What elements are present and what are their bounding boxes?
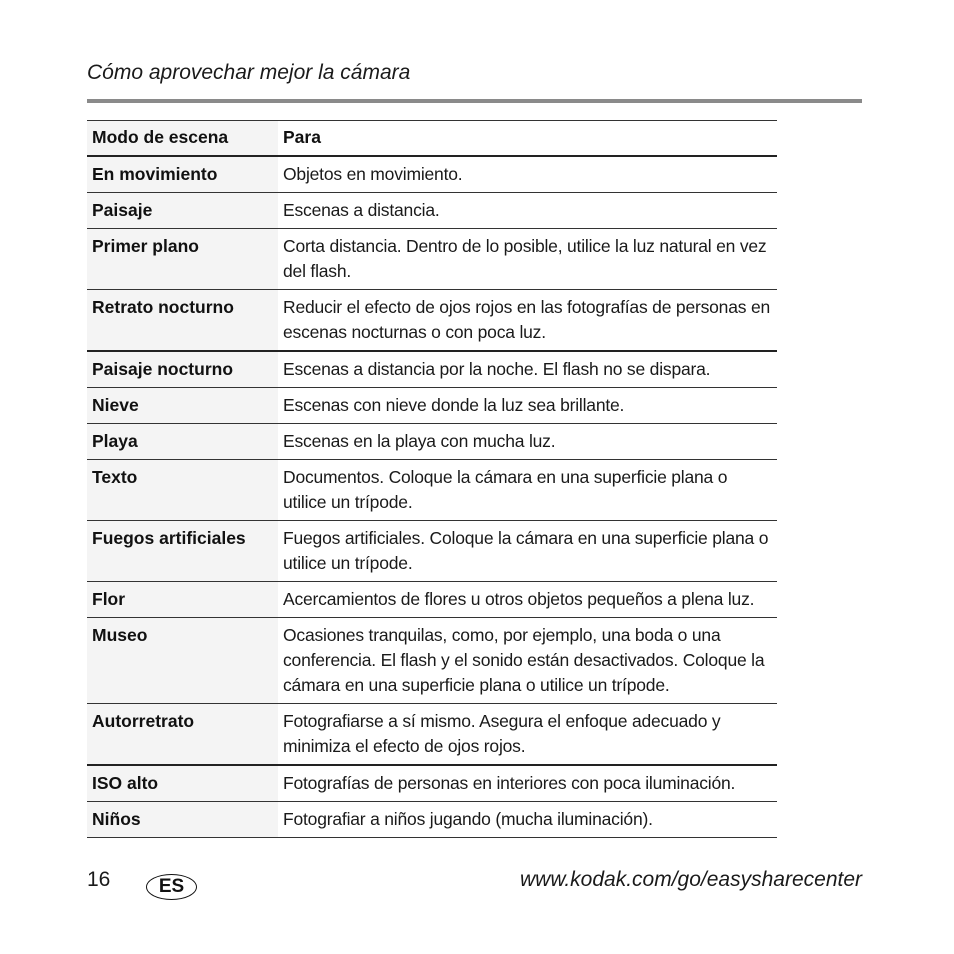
scene-mode-name: Flor <box>87 582 278 618</box>
table-header-row <box>87 121 777 157</box>
scene-mode-description: Fotografías de personas en interiores con poca iluminación. <box>278 765 777 802</box>
scene-mode-description: Escenas en la playa con mucha luz. <box>278 424 777 460</box>
scene-mode-description: Escenas a distancia. <box>278 193 777 229</box>
footer-url: www.kodak.com/go/easysharecenter <box>520 868 862 891</box>
table-row <box>87 193 777 229</box>
table-row <box>87 582 777 618</box>
table-row <box>87 388 777 424</box>
scene-mode-name: Fuegos artificiales <box>87 521 278 582</box>
page-header-title: Cómo aprovechar mejor la cámara <box>87 61 411 84</box>
table-row <box>87 229 777 290</box>
scene-mode-name: Retrato nocturno <box>87 290 278 352</box>
table-row <box>87 618 777 704</box>
scene-mode-name: Nieve <box>87 388 278 424</box>
scene-mode-description: Documentos. Coloque la cámara en una superficie plana o utilice un trípode. <box>278 460 777 521</box>
table-row <box>87 521 777 582</box>
scene-mode-name: Autorretrato <box>87 704 278 766</box>
scene-mode-name: Paisaje <box>87 193 278 229</box>
column-header-purpose: Para <box>278 121 777 157</box>
scene-mode-description: Escenas con nieve donde la luz sea brillante. <box>278 388 777 424</box>
scene-mode-table <box>87 120 777 838</box>
table-row <box>87 290 777 352</box>
scene-mode-description: Objetos en movimiento. <box>278 156 777 193</box>
scene-mode-description: Escenas a distancia por la noche. El flash no se dispara. <box>278 351 777 388</box>
table-row <box>87 351 777 388</box>
scene-mode-name: Niños <box>87 802 278 838</box>
table-row <box>87 424 777 460</box>
header-divider <box>87 99 862 103</box>
scene-mode-name: ISO alto <box>87 765 278 802</box>
scene-mode-description: Reducir el efecto de ojos rojos en las fotografías de personas en escenas nocturnas o con poca luz. <box>278 290 777 352</box>
scene-mode-description: Fotografiar a niños jugando (mucha iluminación). <box>278 802 777 838</box>
scene-mode-name: Primer plano <box>87 229 278 290</box>
language-badge: ES <box>146 874 197 900</box>
table-row <box>87 802 777 838</box>
column-header-mode: Modo de escena <box>87 121 278 157</box>
scene-mode-name: En movimiento <box>87 156 278 193</box>
scene-mode-name: Museo <box>87 618 278 704</box>
table-row <box>87 704 777 766</box>
scene-mode-description: Acercamientos de flores u otros objetos pequeños a plena luz. <box>278 582 777 618</box>
table-row <box>87 460 777 521</box>
scene-mode-description: Fuegos artificiales. Coloque la cámara en una superficie plana o utilice un trípode. <box>278 521 777 582</box>
scene-mode-description: Corta distancia. Dentro de lo posible, utilice la luz natural en vez del flash. <box>278 229 777 290</box>
scene-mode-description: Ocasiones tranquilas, como, por ejemplo, una boda o una conferencia. El flash y el sonido están desactivados. Coloque la cámara en una superficie plana o utilice un trípode. <box>278 618 777 704</box>
scene-mode-name: Texto <box>87 460 278 521</box>
page-number: 16 <box>87 868 111 891</box>
scene-mode-description: Fotografiarse a sí mismo. Asegura el enfoque adecuado y minimiza el efecto de ojos rojos. <box>278 704 777 766</box>
scene-mode-name: Paisaje nocturno <box>87 351 278 388</box>
scene-mode-name: Playa <box>87 424 278 460</box>
table-row <box>87 156 777 193</box>
table-row <box>87 765 777 802</box>
